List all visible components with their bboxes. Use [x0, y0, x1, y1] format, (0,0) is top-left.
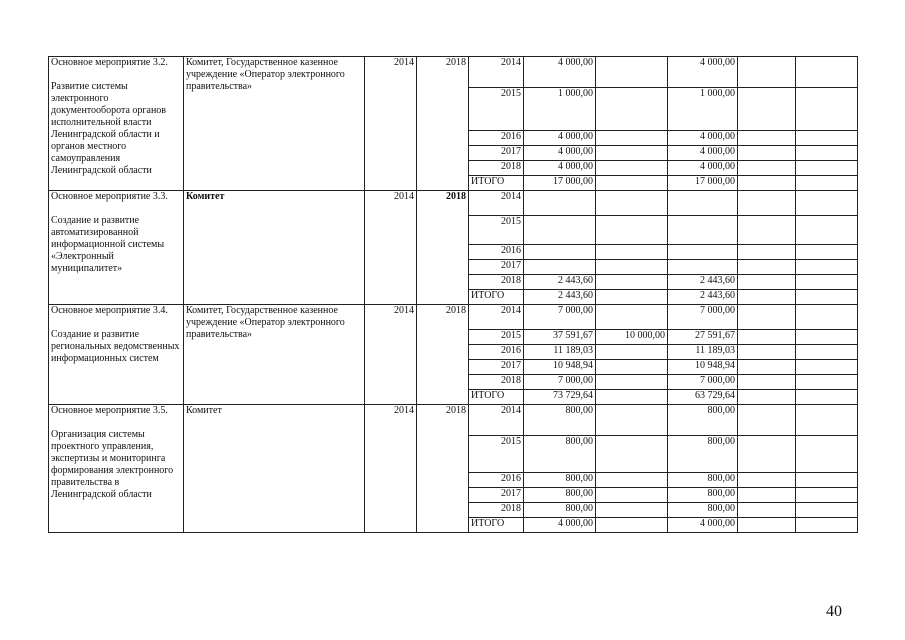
regional-cell: 11 189,03 — [668, 345, 738, 360]
federal-cell — [596, 161, 668, 176]
empty-cell — [796, 518, 858, 533]
empty-cell — [738, 436, 796, 473]
activity-name: Развитие системы электронного документооборота органов исполнительной власти Ленинградской области и органов местного самоуправления Ленинградской области — [51, 81, 167, 176]
year-cell: 2016 — [469, 131, 524, 146]
empty-cell — [738, 375, 796, 390]
year-cell: 2014 — [469, 57, 524, 88]
empty-cell — [738, 503, 796, 518]
start-year: 2014 — [365, 191, 417, 305]
end-year: 2018 — [417, 57, 469, 191]
empty-cell — [738, 473, 796, 488]
empty-cell — [738, 405, 796, 436]
year-cell: 2017 — [469, 146, 524, 161]
total-cell — [524, 191, 596, 216]
federal-cell — [596, 518, 668, 533]
total-cell: 4 000,00 — [524, 131, 596, 146]
year-cell: 2016 — [469, 245, 524, 260]
regional-cell: 4 000,00 — [668, 161, 738, 176]
table-row — [49, 191, 858, 216]
total-cell: 4 000,00 — [524, 57, 596, 88]
federal-cell — [596, 88, 668, 131]
total-cell: 37 591,67 — [524, 330, 596, 345]
empty-cell — [738, 88, 796, 131]
total-cell: 800,00 — [524, 503, 596, 518]
empty-cell — [738, 275, 796, 290]
activity-name: Организация системы проектного управления, экспертизы и мониторинга формирования электронного правительства в Ленинградской области — [51, 429, 174, 500]
empty-cell — [796, 305, 858, 330]
total-cell: 10 948,94 — [524, 360, 596, 375]
federal-cell — [596, 390, 668, 405]
federal-cell — [596, 345, 668, 360]
start-year: 2014 — [365, 405, 417, 533]
activity-name: Создание и развитие автоматизированной информационной системы «Электронный муниципалитет» — [51, 215, 165, 274]
activity-title: Основное мероприятие 3.2. — [51, 57, 168, 68]
regional-cell: 4 000,00 — [668, 518, 738, 533]
activity-title: Основное мероприятие 3.4. — [51, 305, 168, 316]
year-cell: ИТОГО — [469, 290, 524, 305]
empty-cell — [738, 330, 796, 345]
start-year: 2014 — [365, 305, 417, 405]
regional-cell: 800,00 — [668, 405, 738, 436]
total-cell: 800,00 — [524, 473, 596, 488]
year-cell: 2018 — [469, 503, 524, 518]
activity-name: Создание и развитие региональных ведомственных информационных систем — [51, 329, 180, 364]
empty-cell — [738, 290, 796, 305]
empty-cell — [738, 488, 796, 503]
table-row — [49, 57, 858, 88]
year-cell: 2015 — [469, 330, 524, 345]
empty-cell — [738, 360, 796, 375]
total-cell: 17 000,00 — [524, 176, 596, 191]
total-cell: 4 000,00 — [524, 518, 596, 533]
federal-cell — [596, 405, 668, 436]
year-cell: 2015 — [469, 88, 524, 131]
federal-cell — [596, 245, 668, 260]
activity-title: Основное мероприятие 3.3. — [51, 191, 168, 202]
end-year: 2018 — [417, 305, 469, 405]
regional-cell: 10 948,94 — [668, 360, 738, 375]
federal-cell — [596, 275, 668, 290]
empty-cell — [796, 390, 858, 405]
empty-cell — [796, 345, 858, 360]
total-cell — [524, 216, 596, 245]
empty-cell — [796, 503, 858, 518]
empty-cell — [796, 146, 858, 161]
total-cell: 11 189,03 — [524, 345, 596, 360]
executor-cell: Комитет — [184, 405, 365, 533]
year-cell: 2015 — [469, 216, 524, 245]
regional-cell: 63 729,64 — [668, 390, 738, 405]
federal-cell — [596, 436, 668, 473]
regional-cell: 800,00 — [668, 503, 738, 518]
end-year: 2018 — [417, 405, 469, 533]
year-cell: 2017 — [469, 360, 524, 375]
regional-cell: 4 000,00 — [668, 146, 738, 161]
empty-cell — [796, 405, 858, 436]
empty-cell — [796, 360, 858, 375]
regional-cell: 2 443,60 — [668, 290, 738, 305]
empty-cell — [796, 57, 858, 88]
total-cell — [524, 260, 596, 275]
program-table — [48, 56, 858, 533]
year-cell: 2016 — [469, 473, 524, 488]
federal-cell — [596, 57, 668, 88]
table-row — [49, 405, 858, 436]
empty-cell — [738, 390, 796, 405]
federal-cell: 10 000,00 — [596, 330, 668, 345]
total-cell: 7 000,00 — [524, 375, 596, 390]
year-cell: ИТОГО — [469, 176, 524, 191]
empty-cell — [796, 161, 858, 176]
total-cell: 2 443,60 — [524, 275, 596, 290]
total-cell: 4 000,00 — [524, 161, 596, 176]
activity-cell — [49, 405, 184, 533]
empty-cell — [796, 216, 858, 245]
empty-cell — [738, 345, 796, 360]
empty-cell — [738, 305, 796, 330]
total-cell: 800,00 — [524, 436, 596, 473]
total-cell: 4 000,00 — [524, 146, 596, 161]
regional-cell: 17 000,00 — [668, 176, 738, 191]
federal-cell — [596, 260, 668, 275]
total-cell: 2 443,60 — [524, 290, 596, 305]
empty-cell — [738, 518, 796, 533]
empty-cell — [796, 260, 858, 275]
activity-cell — [49, 191, 184, 305]
activity-cell — [49, 57, 184, 191]
empty-cell — [796, 473, 858, 488]
empty-cell — [738, 245, 796, 260]
federal-cell — [596, 146, 668, 161]
empty-cell — [796, 275, 858, 290]
year-cell: 2017 — [469, 488, 524, 503]
year-cell: 2018 — [469, 375, 524, 390]
federal-cell — [596, 360, 668, 375]
federal-cell — [596, 290, 668, 305]
empty-cell — [796, 88, 858, 131]
empty-cell — [738, 146, 796, 161]
empty-cell — [796, 290, 858, 305]
year-cell: 2017 — [469, 260, 524, 275]
year-cell: 2018 — [469, 161, 524, 176]
regional-cell: 1 000,00 — [668, 88, 738, 131]
federal-cell — [596, 473, 668, 488]
federal-cell — [596, 216, 668, 245]
empty-cell — [738, 216, 796, 245]
federal-cell — [596, 305, 668, 330]
empty-cell — [796, 176, 858, 191]
year-cell: ИТОГО — [469, 390, 524, 405]
empty-cell — [738, 131, 796, 146]
empty-cell — [796, 131, 858, 146]
empty-cell — [796, 436, 858, 473]
empty-cell — [796, 245, 858, 260]
total-cell — [524, 245, 596, 260]
empty-cell — [796, 330, 858, 345]
total-cell: 7 000,00 — [524, 305, 596, 330]
regional-cell: 4 000,00 — [668, 131, 738, 146]
empty-cell — [738, 161, 796, 176]
executor-cell: Комитет — [184, 191, 365, 305]
federal-cell — [596, 176, 668, 191]
total-cell: 800,00 — [524, 488, 596, 503]
year-cell: 2014 — [469, 405, 524, 436]
federal-cell — [596, 503, 668, 518]
year-cell: 2014 — [469, 305, 524, 330]
federal-cell — [596, 191, 668, 216]
regional-cell: 800,00 — [668, 473, 738, 488]
page-number: 40 — [826, 603, 842, 620]
table-row — [49, 305, 858, 330]
regional-cell: 27 591,67 — [668, 330, 738, 345]
federal-cell — [596, 375, 668, 390]
end-year: 2018 — [417, 191, 469, 305]
regional-cell: 800,00 — [668, 436, 738, 473]
year-cell: ИТОГО — [469, 518, 524, 533]
year-cell: 2016 — [469, 345, 524, 360]
empty-cell — [738, 260, 796, 275]
federal-cell — [596, 131, 668, 146]
executor-cell: Комитет, Государственное казенное учреждение «Оператор электронного правительства» — [184, 305, 365, 405]
regional-cell — [668, 216, 738, 245]
executor-cell: Комитет, Государственное казенное учреждение «Оператор электронного правительства» — [184, 57, 365, 191]
empty-cell — [796, 191, 858, 216]
year-cell: 2015 — [469, 436, 524, 473]
total-cell: 1 000,00 — [524, 88, 596, 131]
empty-cell — [738, 57, 796, 88]
regional-cell — [668, 260, 738, 275]
activity-title: Основное мероприятие 3.5. — [51, 405, 168, 416]
federal-cell — [596, 488, 668, 503]
empty-cell — [738, 176, 796, 191]
regional-cell — [668, 191, 738, 216]
year-cell: 2014 — [469, 191, 524, 216]
year-cell: 2018 — [469, 275, 524, 290]
regional-cell: 7 000,00 — [668, 375, 738, 390]
regional-cell — [668, 245, 738, 260]
empty-cell — [738, 191, 796, 216]
total-cell: 800,00 — [524, 405, 596, 436]
regional-cell: 2 443,60 — [668, 275, 738, 290]
empty-cell — [796, 375, 858, 390]
regional-cell: 7 000,00 — [668, 305, 738, 330]
activity-cell — [49, 305, 184, 405]
start-year: 2014 — [365, 57, 417, 191]
total-cell: 73 729,64 — [524, 390, 596, 405]
regional-cell: 4 000,00 — [668, 57, 738, 88]
regional-cell: 800,00 — [668, 488, 738, 503]
table-body — [49, 57, 858, 533]
empty-cell — [796, 488, 858, 503]
